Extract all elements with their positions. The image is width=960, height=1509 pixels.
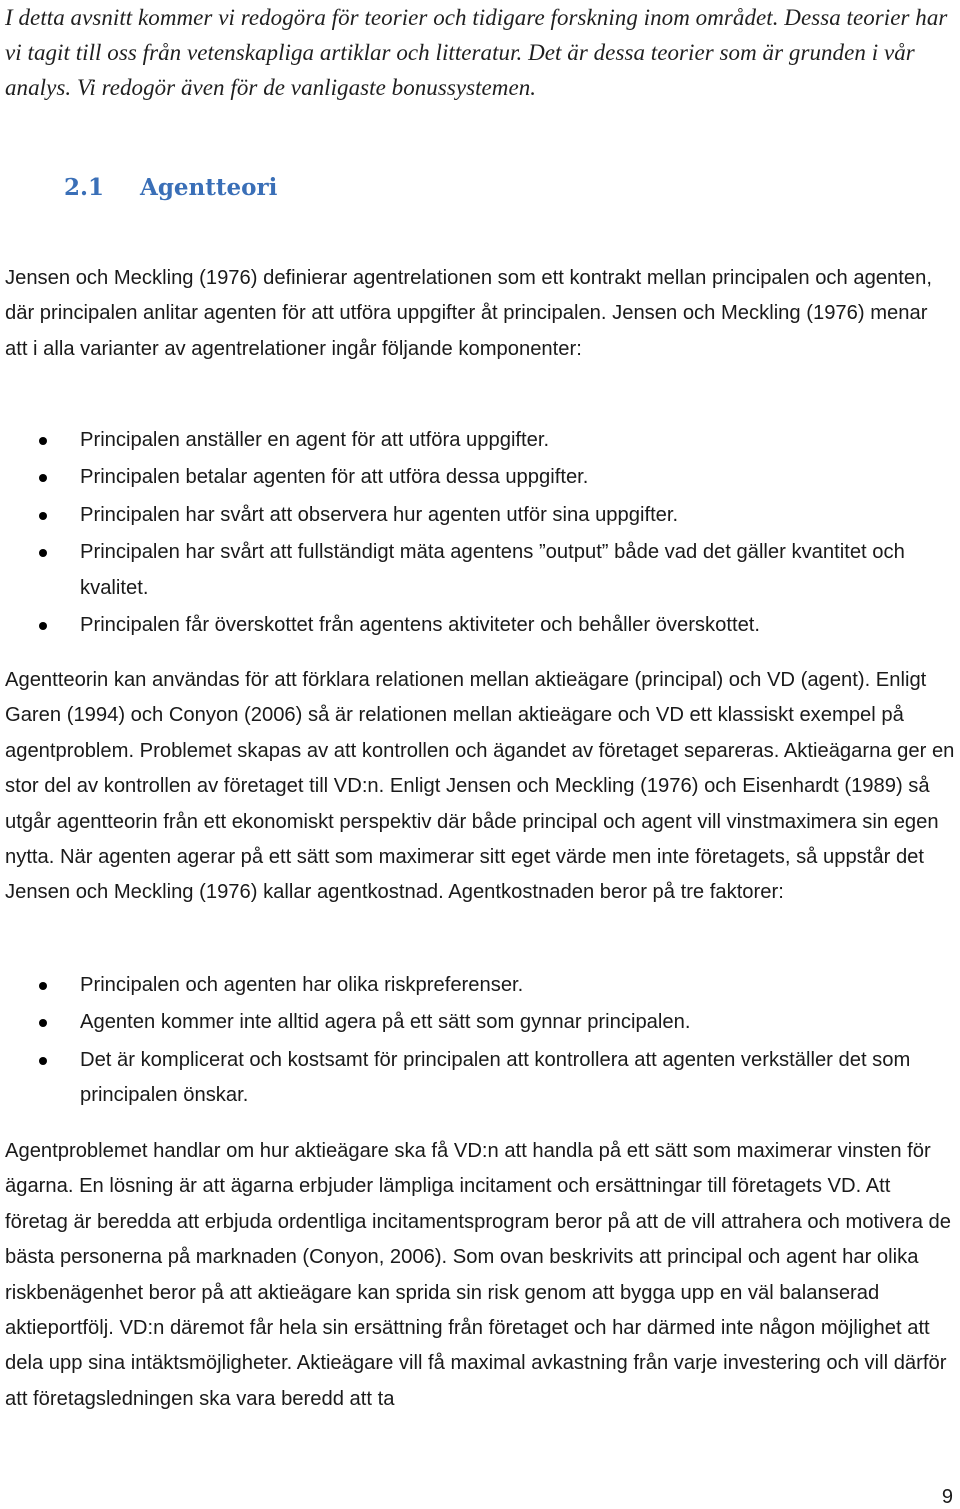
page-number: 9 xyxy=(941,1486,953,1508)
bullet-icon xyxy=(39,622,47,630)
list-item: Principalen och agenten har olika riskpreferenser. xyxy=(0,968,955,1003)
list-item: Principalen har svårt att fullständigt mäta agentens ”output” både vad det gäller kvantitet och kvalitet. xyxy=(0,535,955,606)
list-item: Agenten kommer inte alltid agera på ett sätt som gynnar principalen. xyxy=(0,1005,955,1040)
bullet-icon xyxy=(39,549,47,557)
section-heading xyxy=(64,170,277,206)
paragraph-agent-theory: Agentteorin kan användas för att förklara relationen mellan aktieägare (principal) och VD (agent). Enligt Garen (1994) och Conyon (2006) så är relationen mellan aktieägare och VD ett klassiskt exempel på agentproblem. Problemet skapas av att kontrollen och ägandet av företaget separeras. Aktieägarna ger en stor del av kontrollen av företaget till VD:n. Enligt Jensen och Meckling (1976) och Eisenhardt (1989) så utgår agentteorin från ett ekonomiskt perspektiv där både principal och agent vill vinstmaximera sin egen nytta. När agenten agerar på ett sätt som maximerar sitt eget värde men inte företagets, så uppstår det Jensen och Meckling (1976) kallar agentkostnad. Agentkostnaden beror på tre faktorer: xyxy=(5,669,955,904)
section-number: 2.1 xyxy=(64,174,105,201)
bullet-icon xyxy=(39,1057,47,1065)
agent-cost-factors-list xyxy=(0,968,955,1114)
intro-paragraph: I detta avsnitt kommer vi redogöra för teorier och tidigare forskning inom området. Dessa teorier har vi tagit till oss från vetenskapliga artiklar och litteratur. Det är dessa teorier som är grunden i vår analys. Vi redogör även för de vanligaste bonussystemen. xyxy=(5,5,948,100)
bullet-icon xyxy=(39,982,47,990)
paragraph-definition: Jensen och Meckling (1976) definierar agentrelationen som ett kontrakt mellan principalen och agenten, där principalen anlitar agenten för att utföra uppgifter åt principalen. Jensen och Meckling (1976) menar att i alla varianter av agentrelationer ingår följande komponenter: xyxy=(5,267,932,360)
list-item: Principalen anställer en agent för att utföra uppgifter. xyxy=(0,423,955,458)
bullet-icon xyxy=(39,437,47,445)
bullet-icon xyxy=(39,512,47,520)
components-list xyxy=(0,423,955,643)
list-item: Principalen får överskottet från agentens aktiviteter och behåller överskottet. xyxy=(0,608,955,643)
bullet-icon xyxy=(39,1019,47,1027)
paragraph-agent-problem: Agentproblemet handlar om hur aktieägare ska få VD:n att handla på ett sätt som maximerar vinsten för ägarna. En lösning är att ägarna erbjuder lämpliga incitament och ersättningar till företagets VD. Att företag är beredda att erbjuda ordentliga incitamentsprogram beror på att de vill attrahera och motivera de bästa personerna på marknaden (Conyon, 2006). Som ovan beskrivits att principal och agent har olika riskbenägenhet beror på att aktieägare kan sprida sin risk genom att bygga upp en väl balanserad aktieportfölj. VD:n däremot får hela sin ersättning från företaget och har därmed inte någon möjlighet att dela upp sina intäktsmöjligheter. Aktieägare vill få maximal avkastning från varje investering och vill därför att företagsledningen ska vara beredd att ta xyxy=(5,1140,951,1410)
list-item: Principalen har svårt att observera hur agenten utför sina uppgifter. xyxy=(0,498,955,533)
section-title: Agentteori xyxy=(140,174,278,201)
list-item: Det är komplicerat och kostsamt för principalen att kontrollera att agenten verkställer det som principalen önskar. xyxy=(0,1043,955,1114)
bullet-icon xyxy=(39,474,47,482)
list-item: Principalen betalar agenten för att utföra dessa uppgifter. xyxy=(0,460,955,495)
